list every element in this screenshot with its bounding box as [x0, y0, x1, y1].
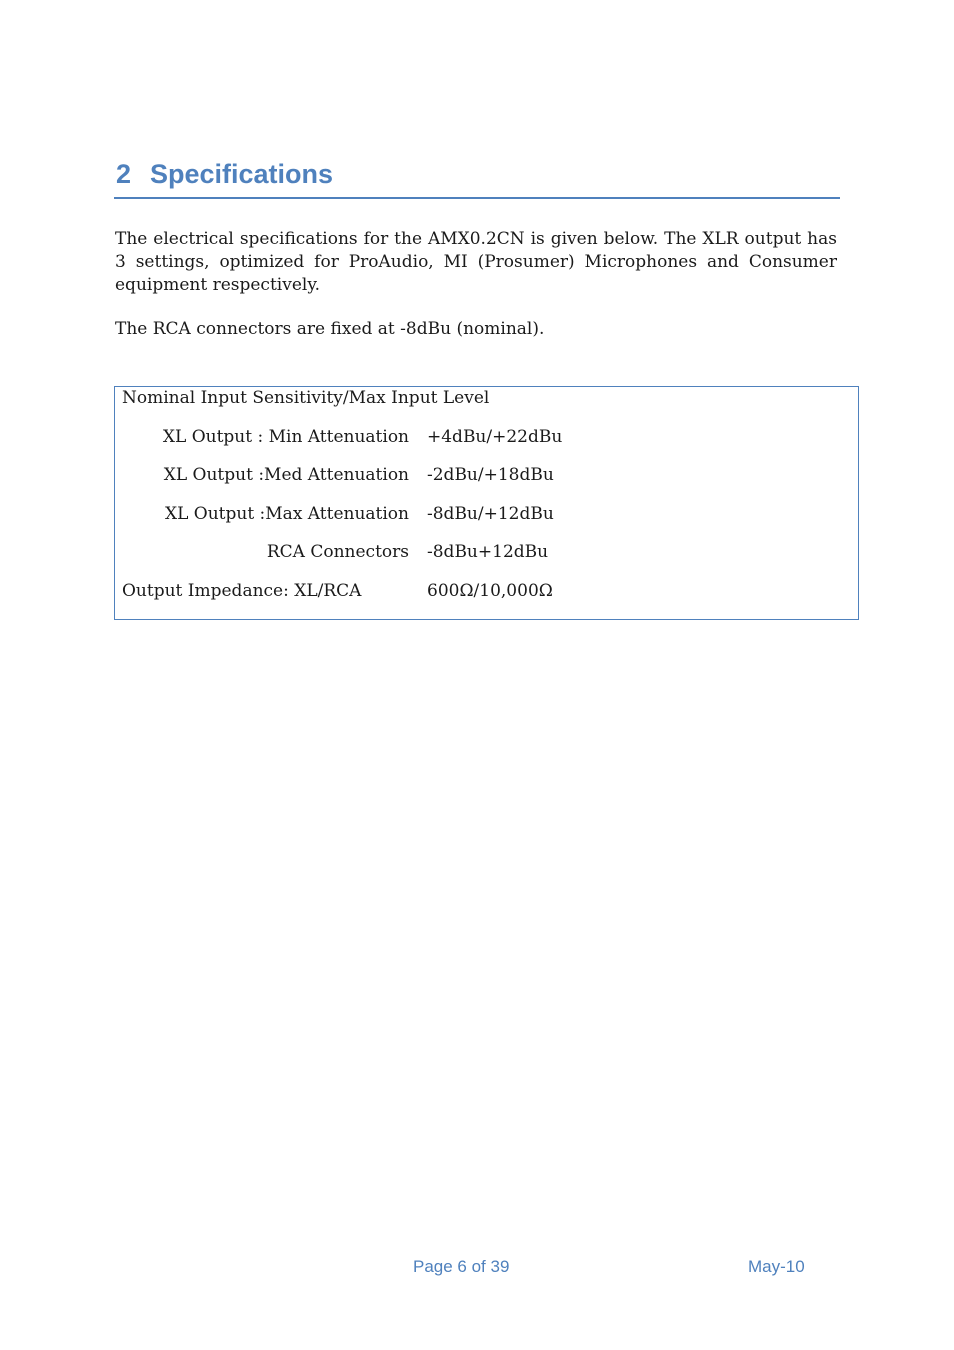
specifications-table [114, 386, 859, 620]
section-title: Specifications [150, 159, 334, 189]
rca-paragraph: The RCA connectors are fixed at -8dBu (nominal). [115, 319, 545, 339]
spec-row-value: -8dBu+12dBu [427, 542, 549, 562]
footer-date: May-10 [748, 1257, 805, 1276]
spec-table-header: Nominal Input Sensitivity/Max Input Level [122, 388, 490, 408]
impedance-value: 600Ω/10,000Ω [427, 581, 553, 601]
section-heading [114, 155, 840, 199]
section-number: 2 [116, 159, 132, 189]
spec-row-value: -8dBu/+12dBu [427, 504, 554, 524]
spec-row-label: XL Output :Med Attenuation [163, 465, 409, 485]
footer-page-number: Page 6 of 39 [413, 1257, 510, 1276]
spec-row-value: +4dBu/+22dBu [427, 427, 563, 447]
spec-row-label: RCA Connectors [266, 542, 409, 562]
spec-row-label: XL Output :Max Attenuation [164, 504, 409, 524]
spec-row-value: -2dBu/+18dBu [427, 465, 554, 485]
impedance-label: Output Impedance: XL/RCA [122, 581, 362, 601]
spec-row-label: XL Output : Min Attenuation [162, 427, 409, 447]
intro-paragraph: The electrical specifications for the AMX0.2CN is given below. The XLR output has 3 settings, optimized for ProAudio, MI (Prosumer) Microphones and Consumer equipment respectively. [115, 229, 837, 295]
